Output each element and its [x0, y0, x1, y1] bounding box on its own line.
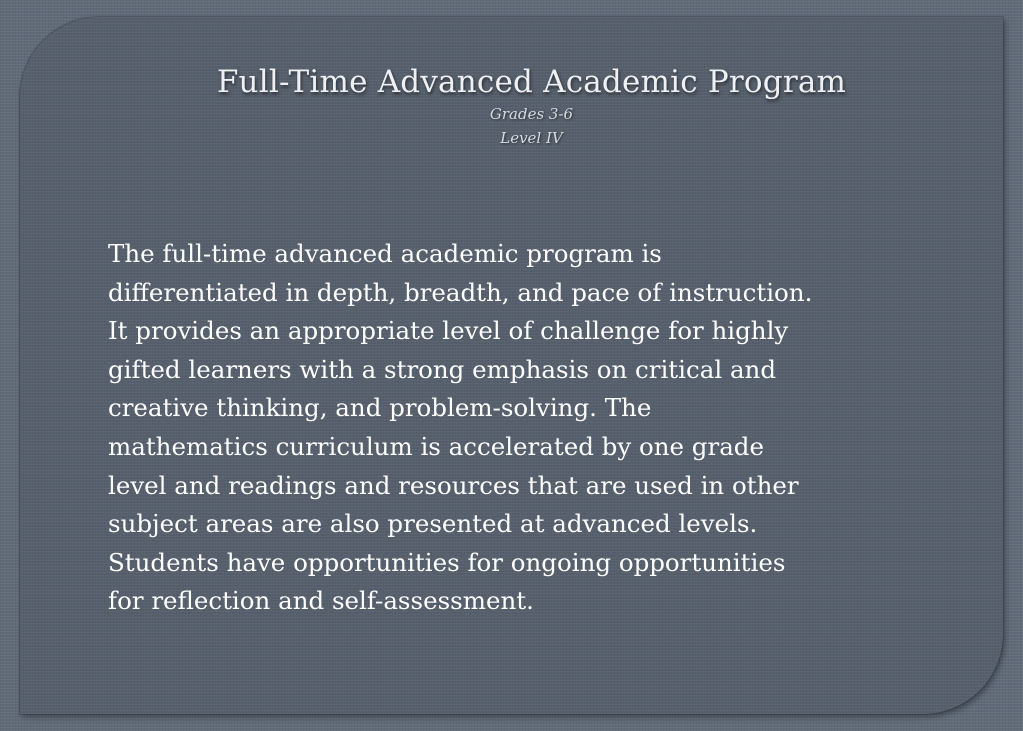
body-line: Students have opportunities for ongoing opportunities: [108, 547, 786, 577]
body-line: subject areas are also presented at advanced levels.: [108, 509, 758, 539]
body-line: creative thinking, and problem-solving. The: [108, 393, 652, 423]
body-line: It provides an appropriate level of challenge for highly: [108, 316, 789, 346]
slide-title: Full-Time Advanced Academic Program: [216, 64, 847, 100]
body-paragraph: [108, 235, 958, 621]
body-line: gifted learners with a strong emphasis on critical and: [108, 354, 777, 384]
title-block: [0, 62, 1023, 150]
body-line: mathematics curriculum is accelerated by one grade: [108, 431, 764, 461]
body-line: level and readings and resources that are used in other: [108, 470, 799, 500]
subtitle-level: Level IV: [500, 129, 563, 147]
body-line: for reflection and self-assessment.: [108, 586, 534, 616]
body-line: differentiated in depth, breadth, and pace of instruction.: [108, 277, 813, 307]
subtitle-grades: Grades 3-6: [489, 105, 574, 123]
body-line: The full-time advanced academic program is: [108, 239, 662, 268]
